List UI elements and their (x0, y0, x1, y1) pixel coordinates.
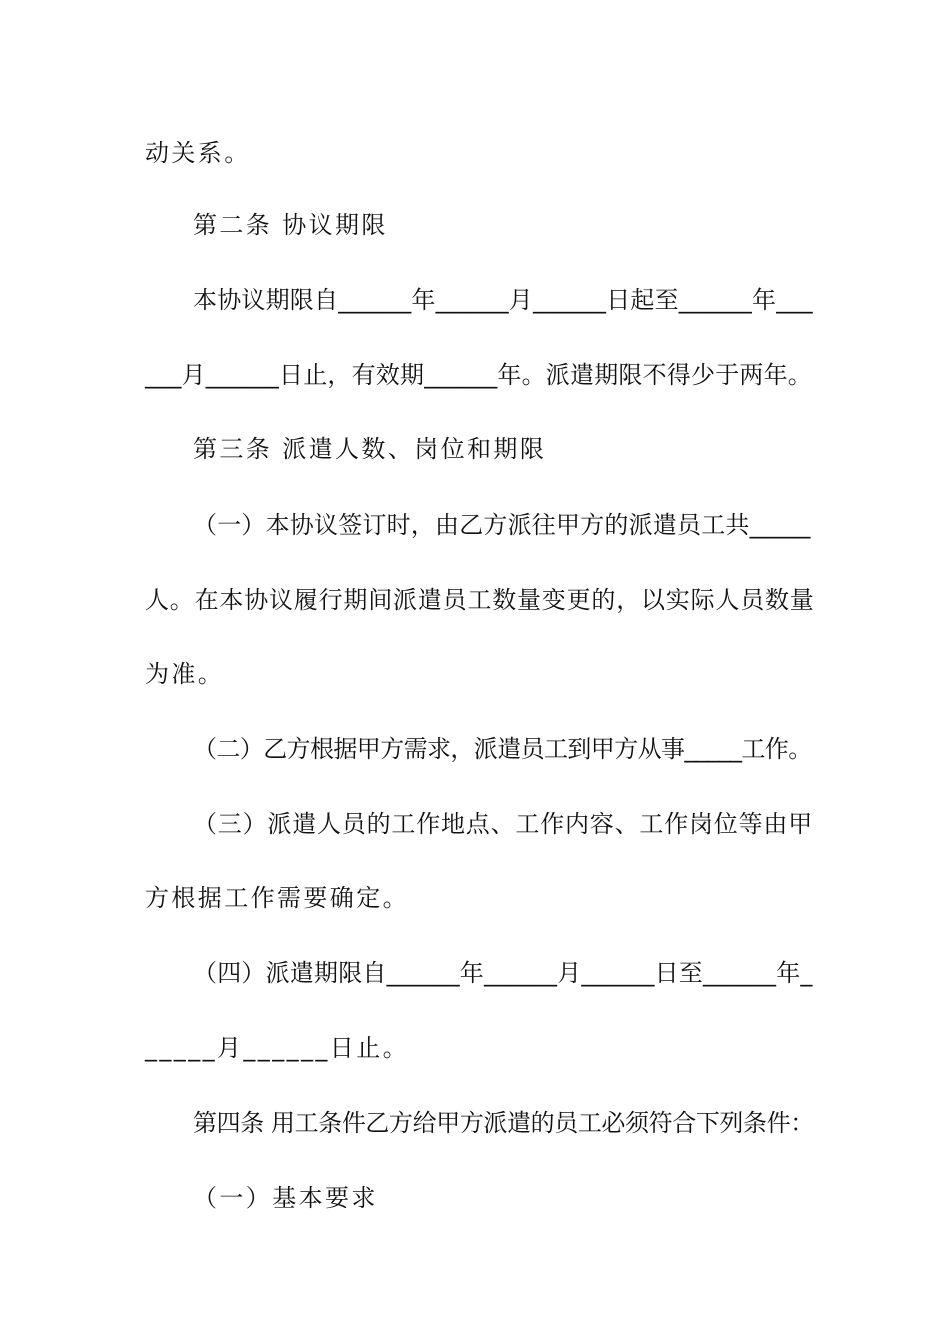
text-line: 本协议期限自______年______月______日起至______年___ (193, 286, 813, 314)
section-heading: （一）基本要求 (193, 1184, 378, 1212)
text-line: ___月______日止，有效期______年。派遣期限不得少于两年。 (145, 361, 812, 389)
text-line: （三）派遣人员的工作地点、工作内容、工作岗位等由甲 (193, 810, 813, 838)
article-heading: 第四条 用工条件乙方给甲方派遣的员工必须符合下列条件： (193, 1109, 814, 1137)
text-line: 为准。 (145, 660, 225, 688)
text-line: 人。在本协议履行期间派遣员工数量变更的，以实际人员数量 (145, 586, 815, 614)
text-line: 动关系。 (145, 139, 251, 167)
article-heading: 第三条 派遣人数、岗位和期限 (193, 435, 547, 463)
text-line: _____月______日止。 (145, 1034, 409, 1062)
text-line: （一）本协议签订时，由乙方派往甲方的派遣员工共_____ (193, 511, 811, 539)
text-line: （四）派遣期限自______年______月______日至______年_ (193, 959, 813, 987)
article-heading: 第二条 协议期限 (193, 211, 388, 239)
text-line: 方根据工作需要确定。 (145, 884, 409, 912)
text-line: （二）乙方根据甲方需求，派遣员工到甲方从事_____工作。 (193, 735, 812, 763)
